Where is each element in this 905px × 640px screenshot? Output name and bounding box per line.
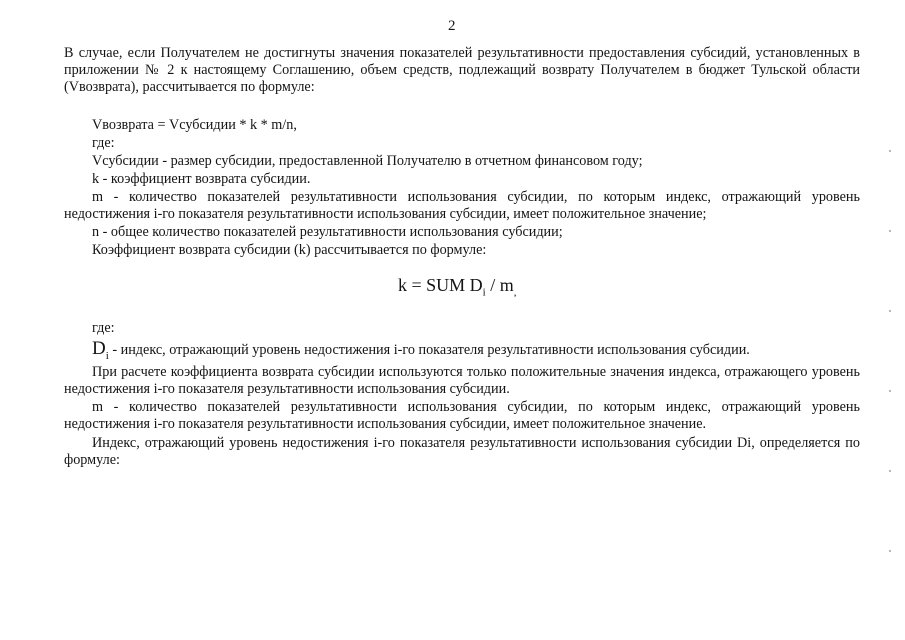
formula-k-right: / m: [485, 275, 514, 295]
definition-di: [92, 338, 750, 362]
definition-k: k - коэффициент возврата субсидии.: [92, 171, 311, 187]
formula-k-sub-i: i: [482, 286, 486, 299]
intro-first-word: В: [64, 45, 74, 61]
definition-m-second: m - количество показателей результативности использования субсидии, по которым индекс, отражающий уровень недостижения i-го показателя результативности использования субсидии, имеет положительное значение.: [64, 399, 860, 432]
index-paragraph: Индекс, отражающий уровень недостижения i-го показателя результативности использования субсидии Di, определяется по формуле:: [64, 435, 860, 468]
di-definition-text: - индекс, отражающий уровень недостижения i-го показателя результативности использования субсидии.: [108, 342, 750, 358]
definition-n: n - общее количество показателей результативности использования субсидии;: [92, 224, 563, 240]
definition-vsubsidy: Vсубсидии - размер субсидии, предоставленной Получателю в отчетном финансовом году;: [92, 153, 643, 169]
intro-paragraph: [64, 45, 860, 96]
di-symbol: [92, 338, 109, 362]
scan-margin-marks: [889, 150, 891, 630]
definition-m: m - количество показателей результативности использования субсидии, по которым индекс, отражающий уровень недостижения i-го показателя результативности использования субсидии, имеет положительное значение;: [64, 189, 860, 222]
intro-text: случае, если Получателем не достигнуты значения показателей результативности предоставления субсидий, установленных в приложении № 2 к настоящему Соглашению, объем средств, подлежащий возврату Получателем в бюджет Тульской области (Vвозврата), рассчитывается по формуле:: [64, 45, 860, 95]
coefficient-intro: Коэффициент возврата субсидии (k) рассчитывается по формуле:: [92, 242, 487, 258]
page-number: 2: [448, 18, 456, 34]
where-label-2: где:: [92, 320, 115, 336]
formula-k: [398, 275, 517, 299]
positive-values-paragraph: При расчете коэффициента возврата субсидии используются только положительные значения индекса, отражающего уровень недостижения i-го показателя результативности использования субсидии.: [64, 364, 860, 397]
di-symbol-sub: i: [105, 349, 109, 362]
formula-k-tail: ,: [513, 286, 517, 299]
formula-k-left: k = SUM D: [398, 275, 483, 295]
di-symbol-letter: D: [92, 338, 106, 359]
where-label-1: где:: [92, 135, 115, 151]
formula-v-return: Vвозврата = Vсубсидии * k * m/n,: [92, 117, 297, 133]
